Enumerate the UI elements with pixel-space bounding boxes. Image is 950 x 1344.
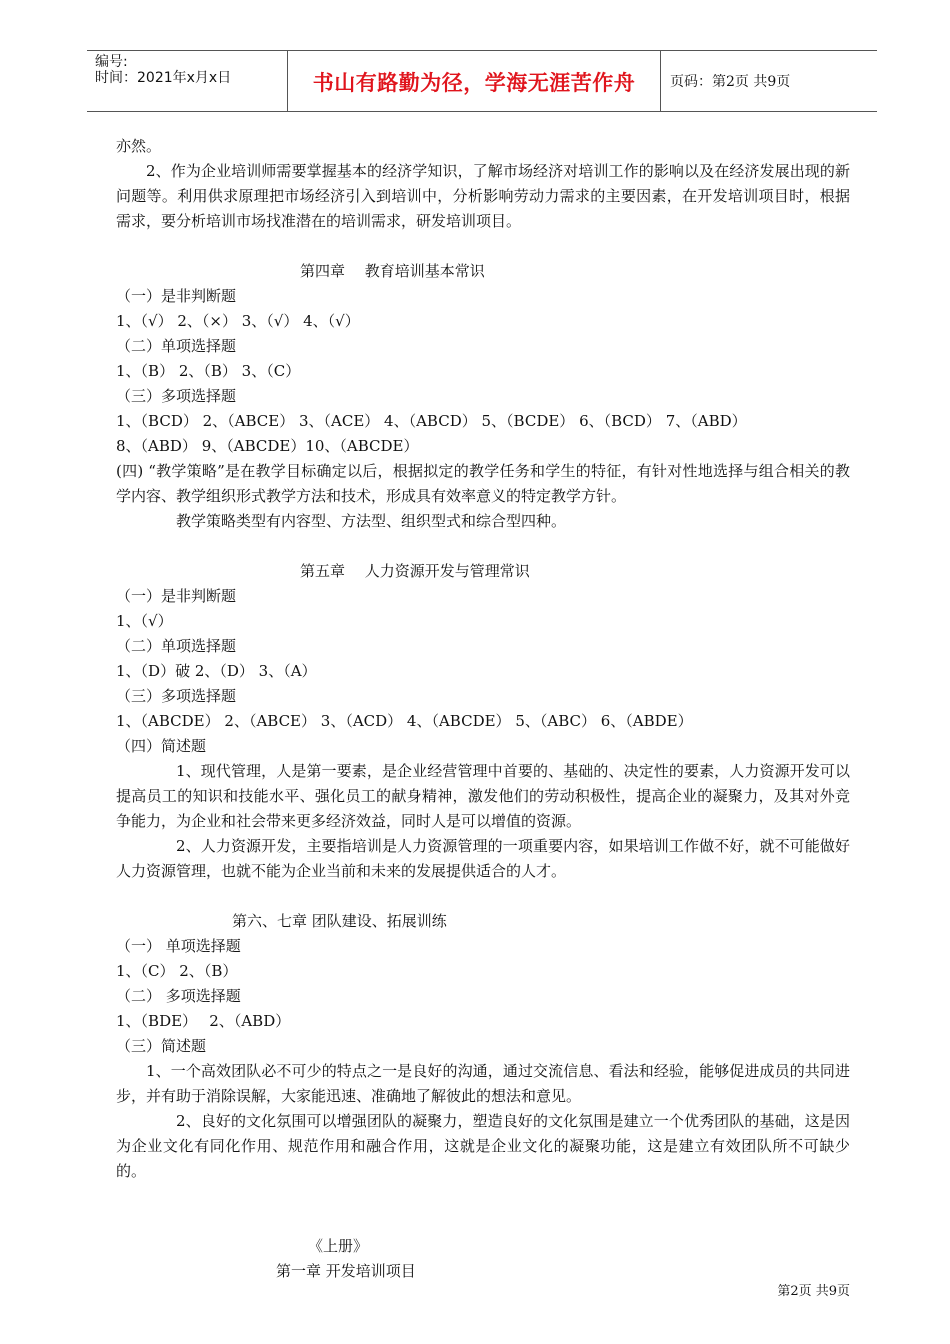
paragraph: 1、现代管理，人是第一要素，是企业经营管理中首要的、基础的、决定性的要素，人力资源开发可以提高员工的知识和技能水平、强化员工的献身精神，激发他们的劳动积极性，提高企业的凝聚力，及其对外竞争能力，为企业和社会带来更多经济效益，同时人是可以增值的资源。 [116, 762, 850, 830]
answer-line: 1、（√） 2、（×） 3、（√） 4、（√） [116, 312, 360, 330]
section-heading: （一）是非判断题 [116, 587, 237, 605]
header-motto-cell [287, 51, 661, 111]
answer-line: 1、（B） 2、（B） 3、（C） [116, 362, 301, 380]
paragraph: 2、良好的文化氛围可以增强团队的凝聚力，塑造良好的文化氛围是建立一个优秀团队的基础，这是因为企业文化有同化作用、规范作用和融合作用，这就是企业文化的凝聚功能，这是建立有效团队所不可缺少的。 [116, 1112, 850, 1180]
answer-line: 8、（ABD） 9、（ABCDE）10、（ABCDE） [116, 437, 419, 455]
section-heading: （二） 多项选择题 [116, 987, 241, 1005]
doc-number-label: 编号: [95, 54, 128, 70]
answer-line: 1、（BCD） 2、（ABCE） 3、（ACE） 4、（ABCD） 5、（BCDE） 6、（BCD） 7、（ABD） [116, 412, 747, 430]
section-heading: （一）是非判断题 [116, 287, 237, 305]
section-heading: （二）单项选择题 [116, 337, 237, 355]
answer-line: 1、（D）破 2、（D） 3、（A） [116, 662, 317, 680]
section-heading: （三）多项选择题 [116, 387, 237, 405]
chapter-4-title: 第四章 教育培训基本常识 [300, 262, 485, 280]
answer-line: 1、（ABCDE） 2、（ABCE） 3、（ACD） 4、（ABCDE） 5、（ABC） 6、（ABDE） [116, 712, 693, 730]
answer-line: 1、（C） 2、（B） [116, 962, 238, 980]
answer-line: 1、（BDE） 2、（ABD） [116, 1012, 291, 1030]
paragraph: 2、人力资源开发，主要指培训是人力资源管理的一项重要内容，如果培训工作做不好，就不可能做好人力资源管理，也就不能为企业当前和未来的发展提供适合的人才。 [116, 837, 850, 880]
page-header [87, 50, 877, 112]
doc-time-label: 时间：2021年x月x日 [95, 70, 232, 86]
header-motto: 书山有路勤为径，学海无涯苦作舟 [312, 71, 636, 95]
page-footer: 第2页 共9页 [777, 1284, 850, 1299]
paragraph: 2、作为企业培训师需要掌握基本的经济学知识，了解市场经济对培训工作的影响以及在经济发展出现的新问题等。利用供求原理把市场经济引入到培训中，分析影响劳动力需求的主要因素，在开发培训项目时，根据需求，要分析培训市场找准潜在的培训需求，研发培训项目。 [116, 162, 850, 230]
paragraph: 教学策略类型有内容型、方法型、组织型式和综合型四种。 [176, 512, 567, 530]
header-page-label: 页码：第2页 共9页 [670, 74, 791, 90]
paragraph: 1、一个高效团队必不可少的特点之一是良好的沟通，通过交流信息、看法和经验，能够促进成员的共同进步，并有助于消除误解，大家能迅速、准确地了解彼此的想法和意见。 [116, 1062, 850, 1105]
paragraph: 亦然。 [116, 137, 162, 155]
document-body [116, 134, 850, 1284]
section-heading: （三）简述题 [116, 1037, 207, 1055]
answer-line: 1、（√） [116, 612, 173, 630]
section-heading: （四）简述题 [116, 737, 207, 755]
chapter-5-title: 第五章 人力资源开发与管理常识 [300, 562, 530, 580]
chapter-6-7-title: 第六、七章 团队建设、拓展训练 [232, 912, 447, 930]
volume-title: 《上册》 [308, 1237, 369, 1255]
chapter-1-title: 第一章 开发培训项目 [276, 1262, 416, 1280]
section-heading: （三）多项选择题 [116, 687, 237, 705]
section-heading: （二）单项选择题 [116, 637, 237, 655]
paragraph: (四) “教学策略”是在教学目标确定以后，根据拟定的教学任务和学生的特征，有针对性地选择与组合相关的教学内容、教学组织形式教学方法和技术，形成具有效率意义的特定教学方针。 [116, 462, 850, 505]
header-page-cell [660, 51, 877, 111]
section-heading: （一） 单项选择题 [116, 937, 241, 955]
header-meta-cell [87, 51, 287, 111]
